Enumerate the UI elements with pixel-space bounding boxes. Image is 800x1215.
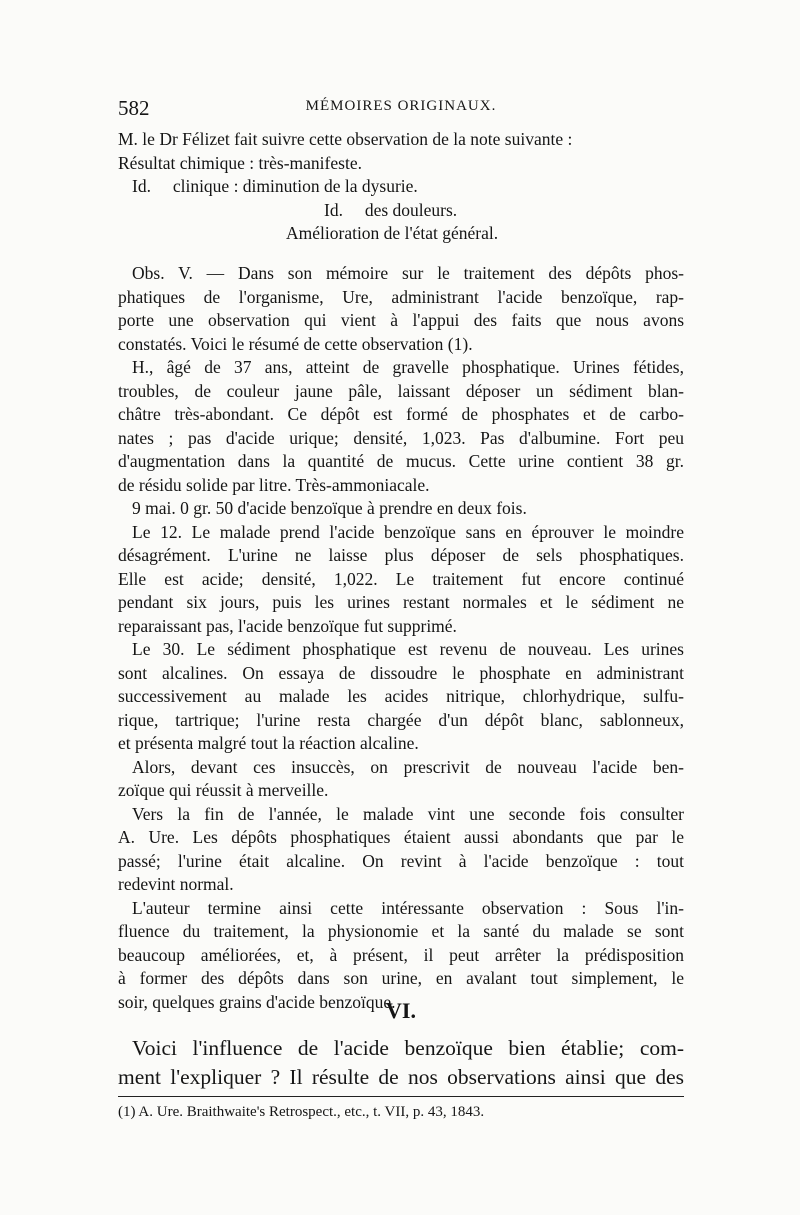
text-line: de résidu solide par litre. Très-ammoniacale. (118, 474, 430, 495)
text-line: ment l'expliquer ? Il résulte de nos observations ainsi que des (118, 1065, 684, 1089)
note-block (118, 128, 684, 246)
text-line: désagrément. L'urine ne laisse plus déposer de sels phosphatiques. (118, 545, 684, 565)
section-heading: VI. (386, 998, 416, 1023)
text-line: M. le Dr Félizet fait suivre cette observation de la note suivante : (118, 129, 573, 149)
text-line: successivement au malade les acides nitrique, chlorhydrique, sulfu- (118, 686, 684, 706)
text-line: Obs. V. — Dans son mémoire sur le traitement des dépôts phos- (132, 263, 684, 283)
running-head: MÉMOIRES ORIGINAUX. (305, 98, 497, 114)
text-line: sont alcalines. On essaya de dissoudre le phosphate en administrant (118, 662, 684, 683)
text-line: constatés. Voici le résumé de cette observation (1). (118, 333, 473, 354)
text-line: H., âgé de 37 ans, atteint de gravelle phosphatique. Urines fétides, (132, 357, 684, 377)
footnote: (1) A. Ure. Braithwaite's Retrospect., etc., t. VII, p. 43, 1843. (118, 1104, 485, 1120)
text-line: Id. des douleurs. (324, 199, 458, 220)
text-line: Alors, devant ces insuccès, on prescrivit de nouveau l'acide ben- (132, 756, 684, 777)
text-line: Elle est acide; densité, 1,022. Le traitement fut encore continué (118, 568, 684, 589)
text-line: fluence du traitement, la physionomie et la santé du malade se sont (118, 921, 684, 941)
text-line: porte une observation qui vient à l'appui des faits que nous avons (118, 310, 684, 330)
text-line: A. Ure. Les dépôts phosphatiques étaient aussi abondants que par le (118, 827, 684, 847)
text-line: soir, quelques grains d'acide benzoïque. (118, 991, 396, 1012)
text-line: beaucoup améliorées, et, à présent, il peut arrêter la prédisposition (118, 944, 684, 965)
text-line: à former des dépôts dans son urine, en avalant tout simplement, le (118, 968, 684, 988)
text-line: Id. clinique : diminution de la dysurie. (132, 176, 418, 196)
observation-block (118, 262, 684, 1014)
text-line: zoïque qui réussit à merveille. (118, 780, 329, 800)
text-line: phatiques de l'organisme, Ure, administrant l'acide benzoïque, rap- (118, 286, 684, 307)
text-line: rique, tartrique; l'urine resta chargée d'un dépôt blanc, sablonneux, (118, 709, 684, 730)
text-line: d'augmentation dans la quantité de mucus. Cette urine contient 38 gr. (118, 451, 684, 471)
text-line: Voici l'influence de l'acide benzoïque bien établie; com- (132, 1036, 684, 1060)
text-line: L'auteur termine ainsi cette intéressante observation : Sous l'in- (132, 897, 684, 918)
text-line: Le 12. Le malade prend l'acide benzoïque sans en éprouver le moindre (132, 521, 684, 542)
text-line: troubles, de couleur jaune pâle, laissant déposer un sédiment blan- (118, 380, 684, 401)
text-line: passé; l'urine était alcaline. On revint à l'acide benzoïque : tout (118, 850, 684, 871)
page-number: 582 (118, 96, 150, 120)
text-line: nates ; pas d'acide urique; densité, 1,023. Pas d'albumine. Fort peu (118, 427, 684, 448)
text-line: Vers la fin de l'année, le malade vint une seconde fois consulter (132, 803, 684, 824)
text-line: 9 mai. 0 gr. 50 d'acide benzoïque à prendre en deux fois. (132, 498, 527, 518)
text-line: châtre très-abondant. Ce dépôt est formé de phosphates et de carbo- (118, 404, 684, 424)
footnote-divider (118, 1096, 684, 1097)
text-line: reparaissant pas, l'acide benzoïque fut supprimé. (118, 615, 457, 636)
text-line: pendant six jours, puis les urines restant normales et le sédiment ne (118, 592, 684, 612)
text-line: Le 30. Le sédiment phosphatique est revenu de nouveau. Les urines (132, 639, 684, 659)
section-text (118, 1034, 684, 1092)
text-line: redevint normal. (118, 874, 234, 894)
page-header (118, 96, 684, 126)
text-line: Résultat chimique : très-manifeste. (118, 152, 362, 173)
text-line: et présenta malgré tout la réaction alcaline. (118, 733, 419, 753)
text-line: Amélioration de l'état général. (286, 223, 499, 243)
